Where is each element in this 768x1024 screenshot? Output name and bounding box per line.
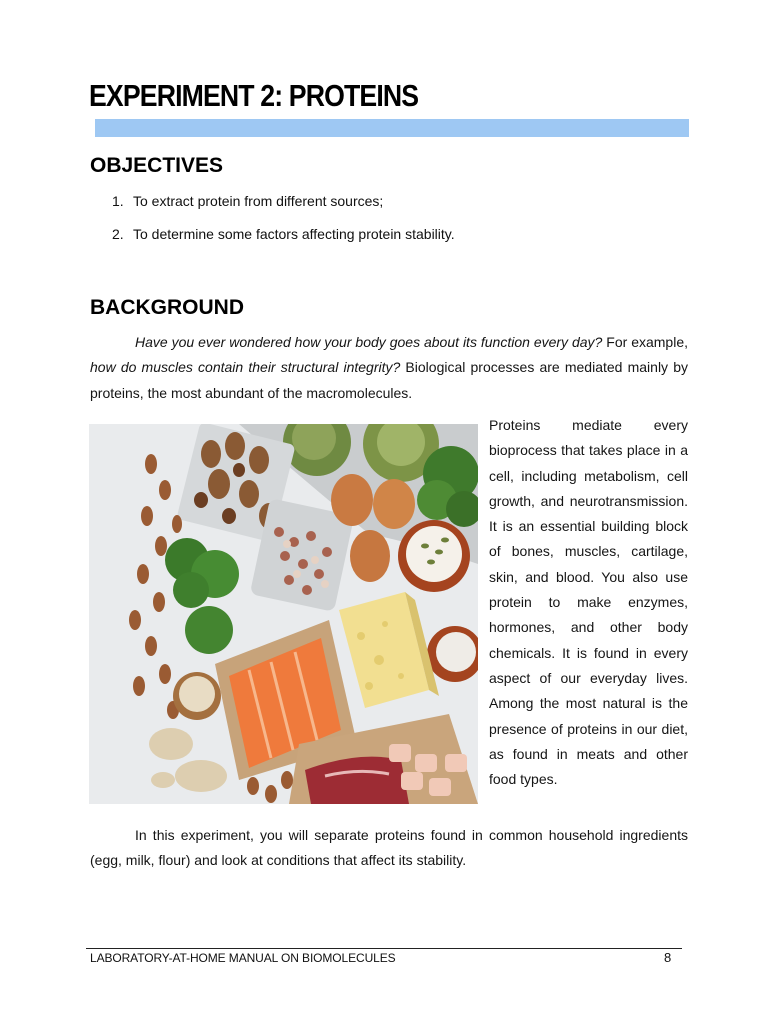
objective-text: To determine some factors affecting protein stability. [133, 226, 455, 242]
intro-text-2: Biological processes are mediated mainly by proteins, the most abundant of the macromolecules. [90, 359, 688, 401]
objectives-heading: OBJECTIVES [90, 154, 224, 177]
objective-text: To extract protein from different sources; [133, 193, 384, 209]
objective-item [112, 226, 672, 259]
intro-question-2: how do muscles contain their structural integrity? [90, 359, 401, 376]
page-title: EXPERIMENT 2: PROTEINS [89, 78, 419, 113]
objective-number: 1. [112, 193, 124, 209]
background-closing [90, 823, 688, 874]
page-number: 8 [664, 950, 672, 965]
intro-question-1: Have you ever wondered how your body goes about its function every day? [135, 334, 603, 350]
protein-foods-illustration [89, 424, 478, 804]
closing-text: In this experiment, you will separate proteins found in common household ingredients (egg, milk, flour) and look at conditions that affect its stability. [90, 827, 688, 869]
background-side-text: Proteins mediate every bioprocess that takes place in a cell, including metabolism, cell growth, and neurotransmission. It is an essential building block of bones, muscles, cartilage, skin, and blood. You also use protein to make enzymes, hormones, and other body chemicals. It is found in every aspect of our everyday lives. Among the most natural is the presence of proteins in our diet, as found in meats and other food types. [489, 417, 688, 788]
background-intro [90, 330, 688, 406]
intro-text-1: For example, [602, 334, 688, 350]
footer-rule [86, 948, 682, 949]
objective-item [112, 193, 672, 226]
objective-number: 2. [112, 226, 124, 242]
title-underline-bar [95, 119, 689, 137]
protein-foods-photo [89, 424, 478, 804]
background-heading: BACKGROUND [90, 296, 244, 319]
footer-manual-title: LABORATORY-AT-HOME MANUAL ON BIOMOLECULES [90, 951, 396, 965]
objectives-list [112, 193, 672, 259]
